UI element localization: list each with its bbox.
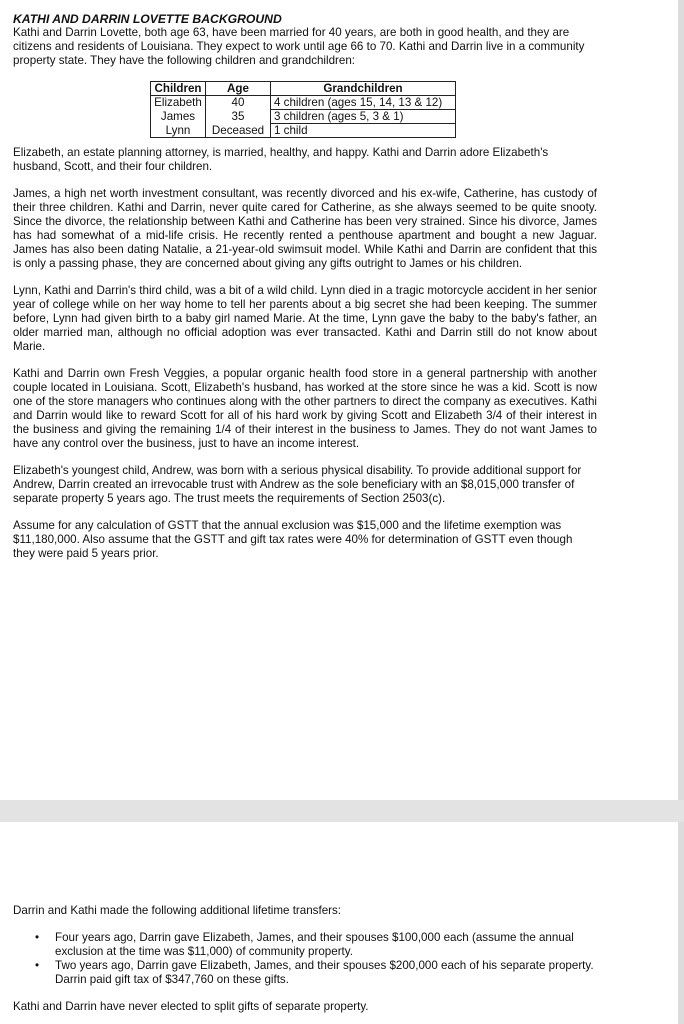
table-row	[151, 110, 456, 124]
cell-child-name: Elizabeth	[151, 96, 206, 110]
cell-grandchildren: 3 children (ages 5, 3 & 1)	[271, 110, 456, 124]
cell-child-age: 40	[206, 96, 271, 110]
cell-grandchildren: 4 children (ages 15, 14, 13 & 12)	[271, 96, 456, 110]
header-children: Children	[151, 82, 206, 96]
table-row	[151, 124, 456, 138]
business-paragraph: Kathi and Darrin own Fresh Veggies, a popular organic health food store in a general partnership with another couple located in Louisiana. Scott, Elizabeth's husband, has worked at the store since he was a kid. Scott is now one of the store managers who continues along with the other partners to direct the company as executives. Kathi and Darrin would like to reward Scott for all of his hard work by giving Scott and Elizabeth 3/4 of their interest in the business and giving the remaining 1/4 of their interest in the business to James. They do not want James to have any control over the business, just to have an income interest.	[13, 367, 597, 450]
page-1-content	[13, 12, 597, 561]
list-item	[35, 959, 597, 987]
cell-child-age: Deceased	[206, 124, 271, 138]
lynn-paragraph: Lynn, Kathi and Darrin's third child, was a bit of a wild child. Lynn died in a tragic motorcycle accident in her senior year of college while on her way home to tell her parents about a big secret she had been keeping. The summer before, Lynn had given birth to a baby girl named Marie. At the time, Lynn gave the baby to the baby's father, an older married man, although no official adoption was ever transacted. Kathi and Darrin still do not know about Marie.	[13, 284, 597, 353]
list-item	[35, 931, 597, 959]
page-2-content	[13, 904, 597, 1014]
document-page-2	[0, 822, 684, 1024]
cell-grandchildren: 1 child	[271, 124, 456, 138]
section-title: KATHI AND DARRIN LOVETTE BACKGROUND	[13, 12, 282, 26]
gstt-assumption-paragraph: Assume for any calculation of GSTT that the annual exclusion was $15,000 and the lifetime exemption was $11,180,000. Also assume that the GSTT and gift tax rates were 40% for determination of GSTT even though they were paid 5 years prior.	[13, 519, 573, 560]
bullet-icon: •	[35, 931, 40, 944]
children-table	[150, 81, 456, 138]
intro-paragraph: Kathi and Darrin Lovette, both age 63, have been married for 40 years, are both in good health, and they are citizens and residents of Louisiana. They expect to work until age 66 to 70. Kathi and Darrin live in a community property state. They have the following children and grandchildren:	[13, 26, 585, 67]
header-age: Age	[206, 82, 271, 96]
table-row	[151, 96, 456, 110]
bullet-icon: •	[35, 959, 40, 972]
table-header-row	[151, 82, 456, 96]
cell-child-name: Lynn	[151, 124, 206, 138]
list-item-text: Two years ago, Darrin gave Elizabeth, James, and their spouses $200,000 each of his separate property. Darrin paid gift tax of $347,760 on these gifts.	[55, 959, 594, 986]
transfers-intro: Darrin and Kathi made the following additional lifetime transfers:	[13, 904, 342, 917]
elizabeth-paragraph: Elizabeth, an estate planning attorney, is married, healthy, and happy. Kathi and Darrin adore Elizabeth's husband, Scott, and their four children.	[13, 146, 549, 173]
andrew-trust-paragraph: Elizabeth's youngest child, Andrew, was born with a serious physical disability. To provide additional support for Andrew, Darrin created an irrevocable trust with Andrew as the sole beneficiary with an $8,015,000 transfer of separate property 5 years ago. The trust meets the requirements of Section 2503(c).	[13, 464, 582, 505]
page-separator	[0, 800, 684, 822]
closing-paragraph: Kathi and Darrin have never elected to split gifts of separate property.	[13, 1000, 369, 1013]
list-item-text: Four years ago, Darrin gave Elizabeth, James, and their spouses $100,000 each (assume the annual exclusion at the time was $11,000) of community property.	[55, 931, 574, 958]
transfers-list	[13, 931, 597, 987]
james-paragraph: James, a high net worth investment consultant, was recently divorced and his ex-wife, Catherine, has custody of their three children. Kathi and Darrin, never quite cared for Catherine, as she always seemed to be quite snooty. Since the divorce, the relationship between Kathi and Catherine has been very strained. Since his divorce, James has had somewhat of a mid-life crisis. He recently rented a penthouse apartment and bought a new Jaguar. James has also been dating Natalie, a 21-year-old swimsuit model. While Kathi and Darrin are confident that this is only a passing phase, they are concerned about giving any gifts outright to James or his children.	[13, 187, 597, 270]
header-grandchildren: Grandchildren	[271, 82, 456, 96]
cell-child-age: 35	[206, 110, 271, 124]
cell-child-name: James	[151, 110, 206, 124]
